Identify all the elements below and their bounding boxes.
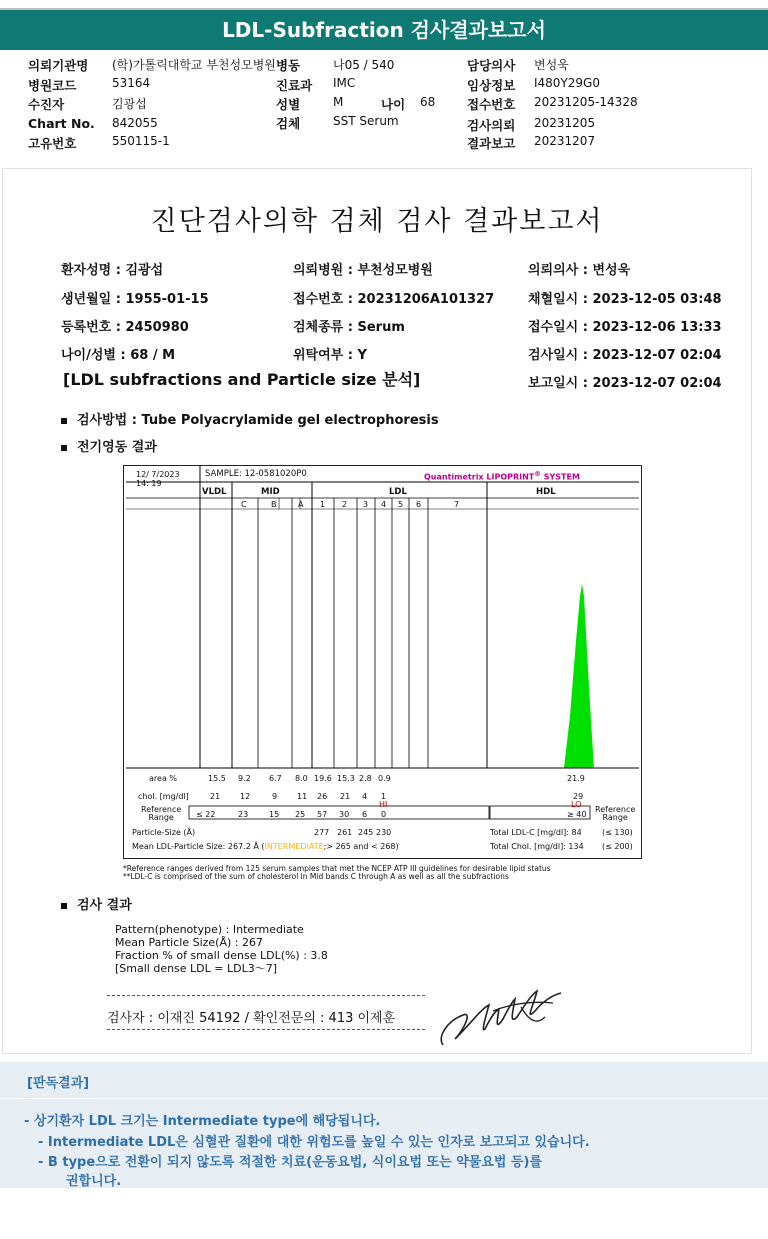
age-sex: 나이/성별 : 68 / M: [61, 348, 176, 363]
region-ldl: LDL: [389, 487, 407, 497]
result-heading-text: 검사 결과: [77, 898, 132, 913]
hcode-label: 병원코드: [28, 78, 77, 93]
area-1: 19.6: [314, 774, 332, 783]
accession-number: 접수번호 : 20231206A101327: [293, 292, 495, 307]
signature-rule-top: [107, 995, 425, 996]
recno-label: 접수번호: [467, 97, 516, 112]
footnote-2: **LDL-C is comprised of the sum of cholesterol in Mid bands C through A as well as all the subfractions: [123, 872, 509, 881]
signature-text: 검사자 : 이재진 54192 / 확인전문의 : 413 이제훈: [107, 1011, 396, 1026]
band-c: C: [241, 500, 247, 509]
band-1: 1: [320, 500, 326, 509]
band-6: 6: [416, 500, 422, 509]
ldl1-peak: [202, 648, 428, 768]
requesting-physician: 의뢰의사 : 변성욱: [528, 263, 631, 278]
hcode-value: 53164: [112, 76, 151, 90]
lo-flag: LO: [571, 800, 582, 809]
band-a: A: [298, 500, 304, 509]
patient-name: 환자성명 : 김광섭: [61, 263, 164, 278]
sex-label: 성별: [276, 97, 301, 112]
area-2: 15.3: [337, 774, 355, 783]
interpretation-panel: [0, 1062, 768, 1188]
reqdate-label: 검사의뢰: [467, 118, 516, 133]
patient-label: 수진자: [28, 97, 65, 112]
ref-4: 0: [381, 810, 387, 819]
org-label: 의뢰기관명: [28, 58, 89, 73]
handwritten-signature: [433, 981, 573, 1053]
result-fraction: Fraction % of small dense LDL(%) : 3.8: [115, 949, 328, 962]
chol-2: 21: [340, 792, 351, 801]
doctor-label: 담당의사: [467, 58, 516, 73]
band-2: 2: [342, 500, 348, 509]
ref-b: 15: [269, 810, 280, 819]
total-ldl: Total LDL-C [mg/dl]: 84: [490, 828, 582, 837]
region-hdl: HDL: [536, 487, 556, 497]
bullet-icon: [61, 418, 67, 424]
birth-date: 생년월일 : 1955-01-15: [61, 292, 209, 307]
ldl3-peak: [202, 648, 428, 768]
uid-label: 고유번호: [28, 136, 77, 151]
band-4: 4: [381, 500, 387, 509]
ward-value: 나05 / 540: [333, 58, 395, 72]
brand-logo: [424, 470, 580, 482]
sample-id: SAMPLE: 12-0581020P0: [205, 469, 307, 479]
report-time: 보고일시 : 2023-12-07 02:04: [528, 376, 722, 391]
mid-peak: [202, 648, 428, 768]
brand-sup: ®: [534, 470, 541, 478]
chol-a: 11: [297, 792, 308, 801]
age-label: 나이: [381, 97, 406, 112]
result-note: [Small dense LDL = LDL3～7]: [115, 962, 278, 975]
uid-value: 550115-1: [112, 134, 170, 148]
hdl-peak: [564, 584, 594, 768]
interpretation-line-2: - Intermediate LDL은 심혈관 질환에 대한 위험도를 높일 수 있는 인자로 보고되고 있습니다.: [38, 1135, 590, 1150]
outsourced-flag: 위탁여부 : Y: [293, 348, 367, 363]
total-chol-ref: (≤ 200): [602, 842, 633, 851]
ref-vldl: ≤ 22: [196, 810, 216, 819]
mid-a-peak: [202, 648, 428, 768]
patient-value: 김광섭: [112, 97, 147, 111]
specimen-value: SST Serum: [333, 114, 399, 128]
ps-2: 261: [337, 828, 353, 837]
particle-size-label: Particle-Size (Å): [132, 828, 196, 837]
specimen-type: 검체종류 : Serum: [293, 320, 405, 335]
ref-1: 57: [317, 810, 328, 819]
reference-label-left: Reference Range: [141, 805, 182, 822]
ref-c: 23: [238, 810, 249, 819]
area-vldl: 15.5: [208, 774, 226, 783]
band-3: 3: [363, 500, 369, 509]
lab-report: [2, 168, 752, 1054]
ref-2: 30: [339, 810, 350, 819]
brand-text: Quantimetrix LIPOPRINT: [424, 472, 535, 482]
result-heading: [61, 894, 132, 913]
ps-1: 277: [314, 828, 330, 837]
chol-hdl: 29: [573, 792, 584, 801]
area-label: area %: [149, 774, 177, 783]
reqdate-value: 20231205: [534, 116, 596, 130]
band-5: 5: [398, 500, 404, 509]
chart-time: 14: 19: [136, 479, 162, 488]
chol-vldl: 21: [210, 792, 221, 801]
interpretation-line-4: 권합니다.: [66, 1174, 122, 1189]
band-7: 7: [454, 500, 460, 509]
band-b: B: [271, 500, 277, 509]
hi-flag: HI: [379, 800, 388, 809]
area-hdl: 21.9: [567, 774, 585, 783]
region-vldl: VLDL: [202, 487, 227, 497]
interpretation-line-3: - B type으로 전환이 되지 않도록 적절한 치료(운동요법, 식이요법 또는 약물요법 등)를: [38, 1155, 543, 1170]
mean-range: ;> 265 and < 268): [323, 842, 399, 851]
age-value: 68: [420, 95, 436, 109]
collection-time: 채혈일시 : 2023-12-05 03:48: [528, 292, 722, 307]
result-mean-size: Mean Particle Size(Å) : 267: [115, 936, 263, 949]
method-line: [61, 409, 439, 428]
dept-label: 진료과: [276, 78, 313, 93]
dept-value: IMC: [333, 76, 356, 90]
registration-number: 등록번호 : 2450980: [61, 320, 189, 335]
test-time: 검사일시 : 2023-12-07 02:04: [528, 348, 722, 363]
total-ldl-ref: (≤ 130): [602, 828, 633, 837]
org-value: (학)가톨릭대학교 부천성모병원: [112, 58, 276, 72]
chart-no-label: Chart No.: [28, 116, 95, 131]
repdate-label: 결과보고: [467, 136, 516, 151]
clinical-label: 임상정보: [467, 78, 516, 93]
method-text: 검사방법 : Tube Polyacrylamide gel electrophoresis: [77, 413, 439, 428]
chart-date: 12/ 7/2023: [136, 470, 180, 479]
chol-b: 9: [272, 792, 278, 801]
ps-4: 230: [376, 828, 392, 837]
sex-value: M: [333, 95, 344, 109]
recno-value: 20231205-14328: [534, 95, 638, 109]
interpretation-line-1: - 상기환자 LDL 크기는 Intermediate type에 해당됩니다.: [24, 1114, 381, 1129]
received-time: 접수일시 : 2023-12-06 13:33: [528, 320, 722, 335]
mean-phenotype: INTERMEDIATE: [264, 842, 324, 851]
panel-divider: [0, 1098, 768, 1099]
area-4: 0.9: [378, 774, 391, 783]
report-title: 진단검사의학 검체 검사 결과보고서: [150, 206, 604, 237]
ref-hdl: ≥ 40: [567, 810, 587, 819]
electro-text: 전기영동 결과: [77, 440, 157, 455]
repdate-value: 20231207: [534, 134, 596, 148]
footnote-1: *Reference ranges derived from 125 serum samples that met the NCEP ATP III guidelines for desirable lipid status: [123, 864, 551, 873]
area-3: 2.8: [359, 774, 372, 783]
area-a: 8.0: [295, 774, 308, 783]
ref-3: 6: [362, 810, 368, 819]
lipoprint-chart: [123, 465, 642, 859]
mean-label: Mean LDL-Particle Size: 267.2 Å (: [132, 842, 265, 851]
ps-3: 245: [358, 828, 374, 837]
chol-label: chol. [mg/dl]: [138, 792, 189, 801]
vldl-peak: [202, 648, 428, 768]
total-chol: Total Chol. [mg/dl]: 134: [490, 842, 584, 851]
electro-heading: [61, 436, 157, 455]
bullet-icon: [61, 445, 67, 451]
analysis-subtitle: [LDL subfractions and Particle size 분석]: [63, 370, 421, 389]
area-c: 9.2: [238, 774, 251, 783]
chol-3: 4: [362, 792, 368, 801]
chol-1: 26: [317, 792, 328, 801]
area-b: 6.7: [269, 774, 282, 783]
interpretation-heading: [판독결과]: [27, 1076, 90, 1091]
page-title: LDL-Subfraction 검사결과보고서: [0, 8, 768, 50]
bullet-icon: [61, 903, 67, 909]
chol-4: 1: [381, 792, 387, 801]
chart-no-value: 842055: [112, 116, 158, 130]
ward-label: 병동: [276, 58, 301, 73]
signature-rule-bottom: [107, 1029, 425, 1030]
brand-tail: SYSTEM: [540, 472, 580, 482]
ldl2-peak: [202, 648, 428, 768]
region-mid: MID: [261, 487, 280, 497]
reference-label-right: Reference Range: [595, 805, 636, 822]
mean-ldl-size: [132, 842, 399, 851]
chol-c: 12: [240, 792, 251, 801]
requesting-hospital: 의뢰병원 : 부천성모병원: [293, 263, 433, 278]
ref-a: 25: [295, 810, 306, 819]
specimen-label: 검체: [276, 116, 301, 131]
result-pattern: Pattern(phenotype) : Intermediate: [115, 923, 304, 936]
result-block: [115, 923, 328, 975]
clinical-value: I480Y29G0: [534, 76, 600, 90]
doctor-value: 변성욱: [534, 58, 569, 72]
